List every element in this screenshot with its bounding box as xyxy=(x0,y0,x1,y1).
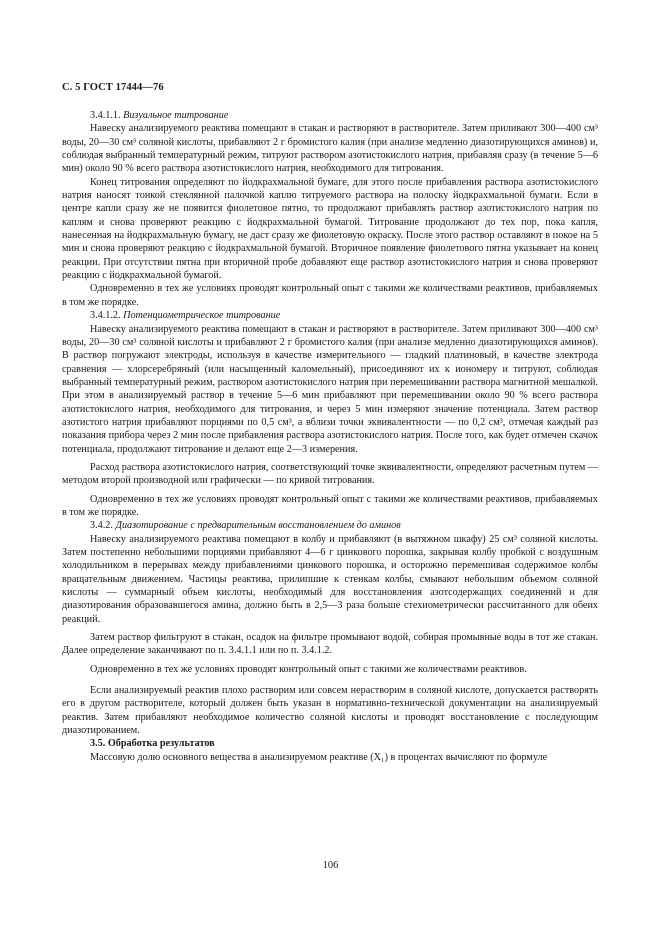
section-title: Обработка результатов xyxy=(107,738,215,750)
paragraph: Затем раствор фильтруют в стакан, осадок на фильтре промывают водой, собирая промывные воды в тот же стакан. Далее определение заканчивают по п. 3.4.1.1 или по п. 3.4.1.2. xyxy=(62,632,598,657)
section-number: 3.5. xyxy=(90,738,106,750)
paragraph: Одновременно в тех же условиях проводят контрольный опыт с такими же количествами реактивов, прибавляемых в том же порядке. xyxy=(62,283,598,308)
paragraph: Массовую долю основного вещества в анализируемом реактиве (X₁) в процентах вычисляют по формуле xyxy=(90,751,548,763)
paragraph: Одновременно в тех же условиях проводят контрольный опыт с такими же количествами реактивов. xyxy=(90,663,527,675)
section-number: 3.4.1.2. xyxy=(90,310,121,322)
paragraph: Если анализируемый реактив плохо растворим или совсем нерастворим в соляной кислоте, допускается растворять его в другом растворителе, который должен быть указан в нормативно-технической документации на анализируемый реактив. Затем прибавляют необходимое количество соляной кислоты и проводят восстановление с последующим диазотированием. xyxy=(62,685,598,737)
document-body xyxy=(62,109,598,764)
section-3-5-heading xyxy=(62,737,598,750)
section-number: 3.4.2. xyxy=(90,520,113,532)
page-number: 106 xyxy=(322,860,339,871)
paragraph: Навеску анализируемого реактива помещают в колбу и прибавляют (в вытяжном шкафу) 25 см³ соляной кислоты. Затем постепенно небольшими порциями прибавляют 4—6 г цинкового порошка, закрывая колбу пробкой с воздушным холодильником в перерывах между прибавлениями цинкового порошка, и осторожно перемешивая содержимое колбы вращательным движением. Частицы реактива, прилипшие к стенкам колбы, смывают небольшим объемом соляной кислоты — суммарный объем кислоты, необходимый для восстановления азотсодержащих соединений и для диазотирования образовавшегося амина, должно быть в 2,5—3 раза больше стехиометрически рассчитанного для обеих реакций. xyxy=(62,533,598,625)
paragraph: Одновременно в тех же условиях проводят контрольный опыт с такими же количествами реактивов, прибавляемых в том же порядке. xyxy=(62,493,598,518)
section-title: Диазотирование с предварительным восстановлением до аминов xyxy=(115,520,401,532)
section-3-4-1-2-heading xyxy=(62,309,598,322)
section-title: Потенциометрическое титрование xyxy=(123,310,281,322)
section-number: 3.4.1.1. xyxy=(90,110,121,121)
paragraph: Конец титрования определяют по йодкрахмальной бумаге, для этого после прибавления раствора азотистокислого натрия наносят тонкой стеклянной палочкой каплю титруемого раствора на полоску йодкрахмальной бумаги. Если в центре капли сразу же не появится фиолетовое пятно, то продолжают прибавлять раствор азотистокислого натрия по каплям и снова проверяют реакцию с йодкрахмальной бумагой. Титрование продолжают до тех пор, пока капля, нанесенная на йодкрахмальную бумагу, не даст сразу же фиолетовую окраску. После этого раствор оставляют в покое на 5 мин и снова проверяют реакцию с йодкрахмальной бумагой. Вторичное появление фиолетового пятна указывает на конец реакции. При отсутствии пятна при вторичной пробе добавляют еще раствор азотистокислого натрия и снова проверяют реакцию с йодкрахмальной бумагой. xyxy=(62,176,598,282)
paragraph: Навеску анализируемого реактива помещают в стакан и растворяют в растворителе. Затем приливают 300—400 см³ воды, 20—30 см³ соляной кислоты, прибавляют 2 г бромистого калия (при анализе медленно диазотирующихся аминов) и, соблюдая выбранный температурный режим, титруют раствором азотистокислого натрия, прибавляя сразу (в течение 5—6 мин) около 90 % всего раствора азотистокислого натрия, необходимого для титрования. xyxy=(62,123,598,175)
section-title: Визуальное титрование xyxy=(123,110,229,121)
paragraph: Расход раствора азотистокислого натрия, соответствующий точке эквивалентности, определяют расчетным путем — методом второй производной или графически — по кривой титрования. xyxy=(62,461,598,487)
section-3-4-2-heading xyxy=(62,519,598,532)
section-3-4-1-1-heading xyxy=(62,109,598,122)
page-header: С. 5 ГОСТ 17444—76 xyxy=(62,82,164,93)
paragraph: Навеску анализируемого реактива помещают в стакан и растворяют в растворителе. Затем приливают 300—400 см³ воды, 20—30 см³ соляной кислоты и прибавляют 2 г бромистого калия (при анализе медленно диазотирующихся аминов). В раствор погружают электроды, используя в качестве измерительного — гладкий платиновый, в качестве электрода сравнения — хлорсеребряный (или насыщенный каломельный), присоединяют их к иономеру и титруют, соблюдая выбранный температурный режим, раствором азотистокислого натрия при перемешивании раствора магнитной мешалкой. При этом в анализируемый раствор в течение 5—6 мин прибавляют при перемешивании около 90 % всего раствора азотистокислого натрия, необходимого для титрования, и через 5 мин измеряют значение потенциала. Затем раствор азотистого натрия прибавляют порциями по 0,5 см³, а вблизи точки эквивалентности — по 0,2 см³, отмечая каждый раз показания прибора через 2 мин после прибавления раствора азотистокислого натрия. После того, как будет отмечен скачок потенциала, продолжают титрование и делают еще 2—3 измерения. xyxy=(62,323,598,455)
